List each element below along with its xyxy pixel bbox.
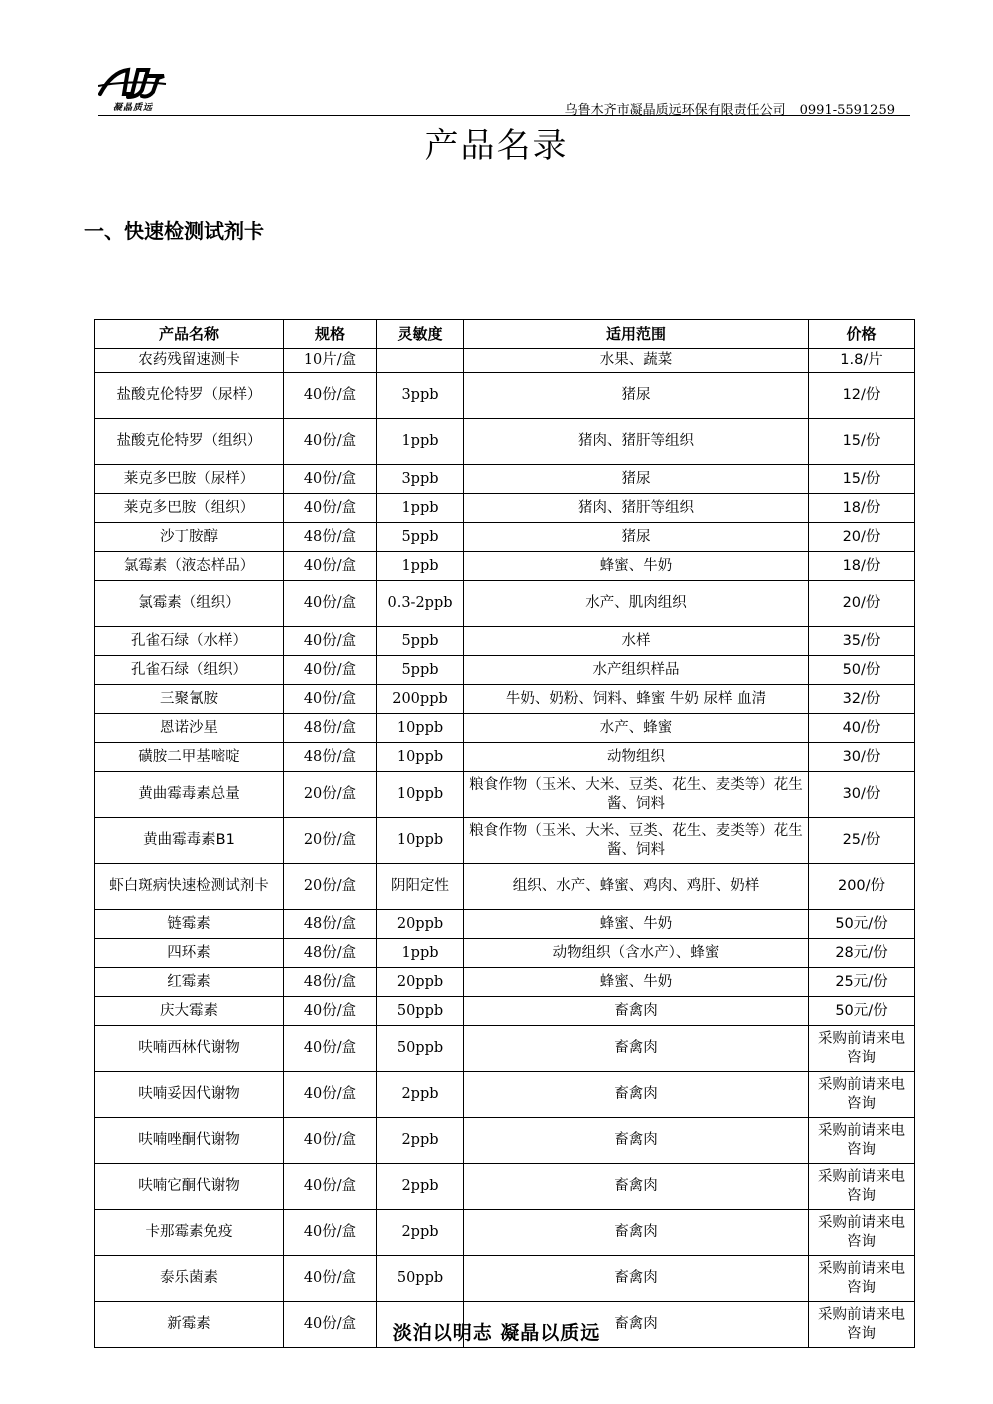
table-row: [95, 1256, 915, 1302]
cell-scope: 猪尿: [464, 465, 809, 494]
cell-spec: 20份/盒: [284, 864, 377, 910]
table-row: [95, 465, 915, 494]
cell-sens: 1ppb: [377, 939, 464, 968]
cell-scope: 组织、水产、蜂蜜、鸡肉、鸡肝、奶样: [464, 864, 809, 910]
cell-scope: 畜禽肉: [464, 1072, 809, 1118]
cell-name: 莱克多巴胺（尿样）: [95, 465, 284, 494]
table-row: [95, 864, 915, 910]
cell-name: 链霉素: [95, 910, 284, 939]
cell-price: 25/份: [809, 818, 915, 864]
cell-price: 50/份: [809, 656, 915, 685]
company-name: 乌鲁木齐市凝晶质远环保有限责任公司: [564, 103, 786, 118]
cell-scope: 水果、蔬菜: [464, 349, 809, 373]
cell-scope: 猪肉、猪肝等组织: [464, 419, 809, 465]
cell-price: 18/份: [809, 494, 915, 523]
cell-price: 32/份: [809, 685, 915, 714]
column-header-spec: 规格: [284, 320, 377, 349]
logo-caption: 凝晶质远: [112, 103, 153, 113]
cell-name: 泰乐菌素: [95, 1256, 284, 1302]
table-row: [95, 997, 915, 1026]
cell-price: 12/份: [809, 373, 915, 419]
cell-scope: 蜂蜜、牛奶: [464, 968, 809, 997]
cell-scope: 猪尿: [464, 373, 809, 419]
cell-sens: 0.3-2ppb: [377, 581, 464, 627]
cell-price: 15/份: [809, 419, 915, 465]
cell-scope: 牛奶、奶粉、饲料、蜂蜜 牛奶 尿样 血清: [464, 685, 809, 714]
cell-name: 恩诺沙星: [95, 714, 284, 743]
cell-spec: 10片/盒: [284, 349, 377, 373]
table-row: [95, 523, 915, 552]
cell-sens: [377, 349, 464, 373]
cell-sens: 2ppb: [377, 1118, 464, 1164]
cell-scope: 畜禽肉: [464, 1026, 809, 1072]
table-header-row: [95, 320, 915, 349]
table-row: [95, 419, 915, 465]
cell-name: 氯霉素（液态样品）: [95, 552, 284, 581]
cell-scope: 畜禽肉: [464, 1164, 809, 1210]
table-row: [95, 1072, 915, 1118]
column-header-scope: 适用范围: [464, 320, 809, 349]
cell-name: 卡那霉素免疫: [95, 1210, 284, 1256]
cell-scope: 水产组织样品: [464, 656, 809, 685]
cell-name: 新霉素: [95, 1302, 284, 1348]
cell-name: 氯霉素（组织）: [95, 581, 284, 627]
cell-spec: 40份/盒: [284, 465, 377, 494]
cell-sens: 2ppb: [377, 1210, 464, 1256]
cell-scope: 动物组织: [464, 743, 809, 772]
cell-price: 40/份: [809, 714, 915, 743]
cell-price: 采购前请来电咨询: [809, 1026, 915, 1072]
cell-name: 红霉素: [95, 968, 284, 997]
table-row: [95, 627, 915, 656]
cell-spec: 48份/盒: [284, 523, 377, 552]
cell-sens: 2ppb: [377, 1072, 464, 1118]
cell-spec: 20份/盒: [284, 818, 377, 864]
cell-price: 采购前请来电咨询: [809, 1072, 915, 1118]
cell-scope: 粮食作物（玉米、大米、豆类、花生、麦类等）花生酱、饲料: [464, 818, 809, 864]
table-row: [95, 910, 915, 939]
cell-name: 呋喃妥因代谢物: [95, 1072, 284, 1118]
cell-sens: 5ppb: [377, 523, 464, 552]
cell-sens: 10ppb: [377, 714, 464, 743]
cell-name: 孔雀石绿（水样）: [95, 627, 284, 656]
cell-price: 18/份: [809, 552, 915, 581]
cell-price: 1.8/片: [809, 349, 915, 373]
cell-name: 庆大霉素: [95, 997, 284, 1026]
cell-spec: 40份/盒: [284, 373, 377, 419]
table-row: [95, 818, 915, 864]
section-heading: 一、快速检测试剂卡: [84, 219, 264, 243]
cell-scope: 蜂蜜、牛奶: [464, 910, 809, 939]
cell-name: 孔雀石绿（组织）: [95, 656, 284, 685]
cell-price: 采购前请来电咨询: [809, 1256, 915, 1302]
table-row: [95, 656, 915, 685]
cell-name: 呋喃唑酮代谢物: [95, 1118, 284, 1164]
cell-sens: 1ppb: [377, 552, 464, 581]
cell-price: 30/份: [809, 743, 915, 772]
table-row: [95, 743, 915, 772]
table-row: [95, 714, 915, 743]
cell-spec: 40份/盒: [284, 1072, 377, 1118]
cell-sens: 20ppb: [377, 968, 464, 997]
cell-spec: 48份/盒: [284, 910, 377, 939]
cell-sens: 200ppb: [377, 685, 464, 714]
table-row: [95, 494, 915, 523]
cell-price: 15/份: [809, 465, 915, 494]
table-row: [95, 968, 915, 997]
cell-name: 莱克多巴胺（组织）: [95, 494, 284, 523]
cell-spec: 40份/盒: [284, 1302, 377, 1348]
cell-name: 呋喃西林代谢物: [95, 1026, 284, 1072]
cell-sens: 1ppb: [377, 494, 464, 523]
table-row: [95, 349, 915, 373]
cell-price: 50元/份: [809, 997, 915, 1026]
cell-sens: 5ppb: [377, 656, 464, 685]
cell-price: 采购前请来电咨询: [809, 1302, 915, 1348]
cell-price: 200/份: [809, 864, 915, 910]
cell-sens: 1ppb: [377, 419, 464, 465]
cell-spec: 48份/盒: [284, 939, 377, 968]
cell-scope: 畜禽肉: [464, 1256, 809, 1302]
cell-scope: 畜禽肉: [464, 997, 809, 1026]
column-header-sensitivity: 灵敏度: [377, 320, 464, 349]
table-body: [95, 349, 915, 1348]
cell-spec: 40份/盒: [284, 997, 377, 1026]
cell-sens: 50ppb: [377, 1026, 464, 1072]
cell-sens: 3ppb: [377, 465, 464, 494]
product-table: [94, 319, 915, 1348]
cell-sens: 阴阳定性: [377, 864, 464, 910]
cell-sens: 5ppb: [377, 627, 464, 656]
cell-spec: 40份/盒: [284, 627, 377, 656]
cell-scope: 动物组织（含水产）、蜂蜜: [464, 939, 809, 968]
cell-price: 25元/份: [809, 968, 915, 997]
cell-name: 黄曲霉毒素总量: [95, 772, 284, 818]
cell-spec: 40份/盒: [284, 552, 377, 581]
cell-price: 30/份: [809, 772, 915, 818]
cell-price: 20/份: [809, 581, 915, 627]
cell-name: 四环素: [95, 939, 284, 968]
cell-sens: 3ppb: [377, 373, 464, 419]
cell-spec: 40份/盒: [284, 1026, 377, 1072]
cell-price: 采购前请来电咨询: [809, 1210, 915, 1256]
company-logo: [98, 64, 168, 114]
company-phone: 0991-5591259: [799, 103, 895, 118]
cell-scope: 畜禽肉: [464, 1302, 809, 1348]
cell-spec: 48份/盒: [284, 714, 377, 743]
cell-spec: 40份/盒: [284, 581, 377, 627]
cell-price: 35/份: [809, 627, 915, 656]
cell-scope: 猪尿: [464, 523, 809, 552]
table-row: [95, 581, 915, 627]
table-row: [95, 373, 915, 419]
cell-name: 黄曲霉毒素B1: [95, 818, 284, 864]
cell-scope: 蜂蜜、牛奶: [464, 552, 809, 581]
logo-mark-icon: [98, 64, 168, 100]
cell-sens: 10ppb: [377, 818, 464, 864]
cell-spec: 40份/盒: [284, 1210, 377, 1256]
cell-name: 农药残留速测卡: [95, 349, 284, 373]
cell-sens: 20ppb: [377, 910, 464, 939]
cell-scope: 畜禽肉: [464, 1210, 809, 1256]
cell-spec: 48份/盒: [284, 743, 377, 772]
table-row: [95, 1164, 915, 1210]
table-row: [95, 939, 915, 968]
cell-name: 三聚氰胺: [95, 685, 284, 714]
column-header-price: 价格: [809, 320, 915, 349]
cell-spec: 48份/盒: [284, 968, 377, 997]
table-row: [95, 1118, 915, 1164]
table-row: [95, 685, 915, 714]
cell-name: 磺胺二甲基嘧啶: [95, 743, 284, 772]
cell-spec: 40份/盒: [284, 1256, 377, 1302]
cell-price: 采购前请来电咨询: [809, 1118, 915, 1164]
cell-spec: 40份/盒: [284, 685, 377, 714]
cell-name: 虾白斑病快速检测试剂卡: [95, 864, 284, 910]
cell-spec: 40份/盒: [284, 494, 377, 523]
cell-price: 28元/份: [809, 939, 915, 968]
cell-spec: 40份/盒: [284, 1164, 377, 1210]
cell-scope: 水产、肌肉组织: [464, 581, 809, 627]
cell-sens: 10ppb: [377, 772, 464, 818]
cell-price: 50元/份: [809, 910, 915, 939]
table-row: [95, 1210, 915, 1256]
table-row: [95, 1026, 915, 1072]
cell-name: 盐酸克伦特罗（尿样）: [95, 373, 284, 419]
cell-spec: 40份/盒: [284, 656, 377, 685]
cell-sens: 50ppb: [377, 1256, 464, 1302]
table-row: [95, 772, 915, 818]
cell-name: 呋喃它酮代谢物: [95, 1164, 284, 1210]
cell-name: 沙丁胺醇: [95, 523, 284, 552]
cell-scope: 水样: [464, 627, 809, 656]
cell-scope: 水产、蜂蜜: [464, 714, 809, 743]
cell-sens: 50ppb: [377, 997, 464, 1026]
cell-scope: 畜禽肉: [464, 1118, 809, 1164]
cell-price: 采购前请来电咨询: [809, 1164, 915, 1210]
cell-spec: 40份/盒: [284, 419, 377, 465]
cell-sens: 10ppb: [377, 743, 464, 772]
cell-price: 20/份: [809, 523, 915, 552]
cell-sens: 2ppb: [377, 1164, 464, 1210]
header-divider: [98, 115, 910, 116]
cell-scope: 粮食作物（玉米、大米、豆类、花生、麦类等）花生酱、饲料: [464, 772, 809, 818]
cell-spec: 20份/盒: [284, 772, 377, 818]
footer-motto: 淡泊以明志 凝晶以质远: [392, 1322, 601, 1344]
table-row: [95, 552, 915, 581]
cell-scope: 猪肉、猪肝等组织: [464, 494, 809, 523]
column-header-name: 产品名称: [95, 320, 284, 349]
cell-name: 盐酸克伦特罗（组织）: [95, 419, 284, 465]
cell-spec: 40份/盒: [284, 1118, 377, 1164]
page-title: 产品名录: [424, 126, 569, 166]
